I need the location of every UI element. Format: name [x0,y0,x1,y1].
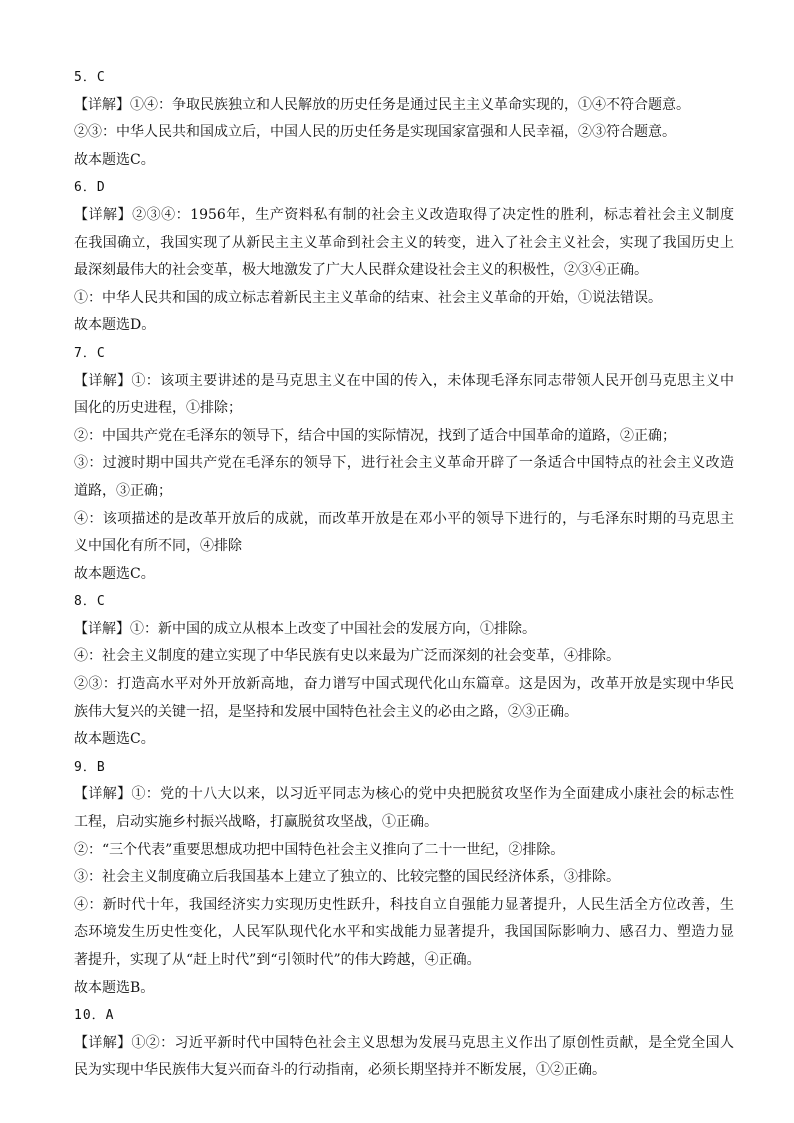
answer-page [74,64,734,1085]
explanation-line: 【详解】①：新中国的成立从根本上改变了中国社会的发展方向，①排除。 [74,620,536,637]
explanation-line: 著提升，实现了从“赶上时代”到“引领时代”的伟大跨越，④正确。 [74,952,481,968]
explanation-line: 在我国确立，我国实现了从新民主主义革命到社会主义的转变，进入了社会主义社会，实现了我国历史上 [74,234,734,251]
explanation-line: ①：中华人民共和国的成立标志着新民主主义革命的结束、社会主义革命的开始，①说法错误。 [74,289,662,306]
explanation-line: ④：社会主义制度的建立实现了中华民族有史以来最为广泛而深刻的社会变革，④排除。 [74,648,620,665]
explanation-line: 【详解】②③④：1956年，生产资料私有制的社会主义改造取得了决定性的胜利，标志着社会主义制度 [74,206,734,223]
answer-block-10 [74,1002,734,1085]
conclusion-line: 故本题选C。 [74,731,155,748]
explanation-line: ②③：中华人民共和国成立后，中国人民的历史任务是实现国家富强和人民幸福，②③符合题意。 [74,124,676,141]
explanation-line: 民为实现中华民族伟大复兴而奋斗的行动指南，必须长期坚持并不断发展，①②正确。 [74,1062,606,1079]
explanation-line: 态环境发生历史性变化，人民军队现代化水平和实战能力显著提升，我国国际影响力、感召力、塑造力显 [74,924,734,941]
answer-number: 5．C [74,70,106,85]
explanation-line: 【详解】①：党的十八大以来，以习近平同志为核心的党中央把脱贫攻坚作为全面建成小康社会的标志性 [74,786,734,803]
explanation-line: ④：该项描述的是改革开放后的成就，而改革开放是在邓小平的领导下进行的，与毛泽东时期的马克思主 [74,510,734,527]
explanation-line: 最深刻最伟大的社会变革，极大地激发了广大人民群众建设社会主义的积极性，②③④正确。 [74,262,648,279]
explanation-line: 【详解】①：该项主要讲述的是马克思主义在中国的传入，未体现毛泽东同志带领人民开创马克思主义中 [74,372,734,389]
explanation-line: ④：新时代十年，我国经济实力实现历史性跃升，科技自立自强能力显著提升，人民生活全方位改善，生 [74,896,734,913]
explanation-line: 【详解】①②：习近平新时代中国特色社会主义思想为发展马克思主义作出了原创性贡献，是全党全国人 [74,1034,734,1051]
explanation-line: ②：中国共产党在毛泽东的领导下，结合中国的实际情况，找到了适合中国革命的道路，②正确； [74,427,676,444]
answer-number: 10．A [74,1008,115,1024]
answer-number: 9．B [74,759,106,775]
explanation-line: 工程，启动实施乡村振兴战略，打赢脱贫攻坚战，①正确。 [74,814,438,831]
conclusion-line: 故本题选B。 [74,979,155,996]
answer-block-7 [74,340,734,588]
explanation-line: 国化的历史进程，①排除； [74,400,242,417]
conclusion-line: 故本题选D。 [74,317,156,334]
explanation-line: 【详解】①④：争取民族独立和人民解放的历史任务是通过民主主义革命实现的，①④不符合题意。 [74,96,690,113]
answer-block-6 [74,174,734,340]
answer-number: 7．C [74,345,106,361]
conclusion-line: 故本题选C。 [74,151,155,168]
answer-block-5 [74,64,734,174]
answer-block-8 [74,588,734,754]
answer-number: 8．C [74,594,106,610]
explanation-line: 义中国化有所不同，④排除 [74,538,242,555]
explanation-line: ③：过渡时期中国共产党在毛泽东的领导下，进行社会主义革命开辟了一条适合中国特点的社会主义改造 [74,455,734,472]
explanation-line: 族伟大复兴的关键一招，是坚持和发展中国特色社会主义的必由之路，②③正确。 [74,703,578,720]
explanation-line: ③：社会主义制度确立后我国基本上建立了独立的、比较完整的国民经济体系，③排除。 [74,869,620,886]
explanation-line: 道路，③正确； [74,482,172,499]
explanation-line: ②③：打造高水平对外开放新高地，奋力谱写中国式现代化山东篇章。这是因为，改革开放是实现中华民 [74,676,734,693]
answer-number: 6．D [74,180,106,196]
conclusion-line: 故本题选C。 [74,565,155,582]
explanation-line: ②：“三个代表”重要思想成功把中国特色社会主义推向了二十一世纪，②排除。 [74,841,565,858]
answer-block-9 [74,754,734,1002]
